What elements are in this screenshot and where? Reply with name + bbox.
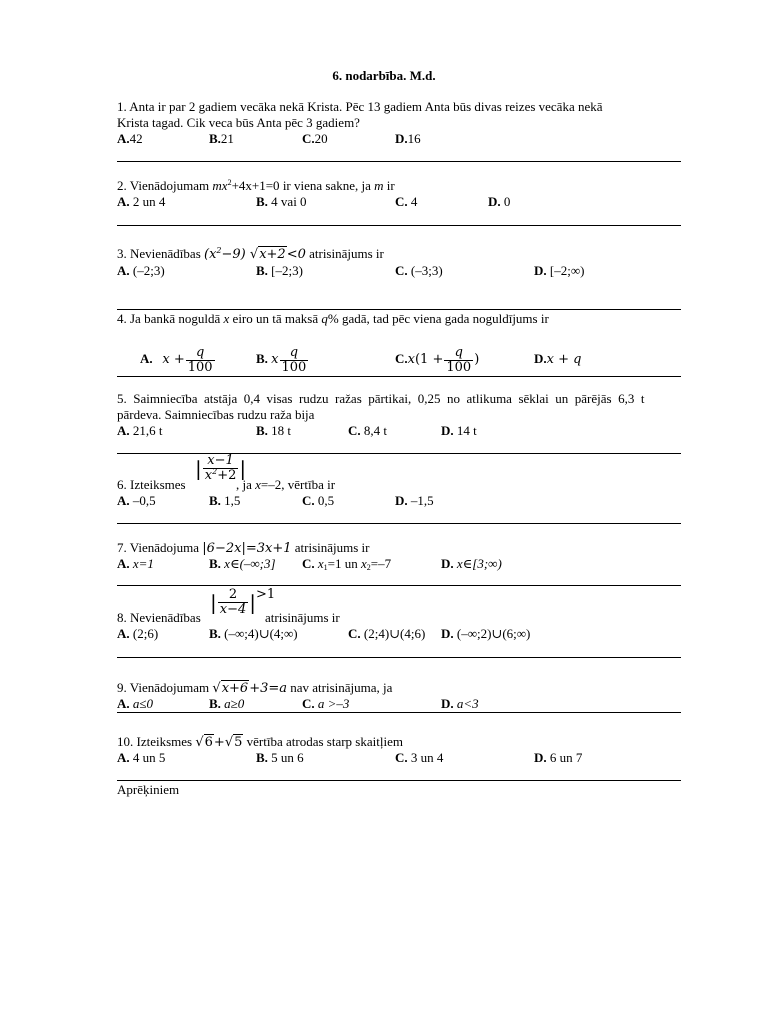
question-2-text: 2. Vienādojumam $mx^2+4x+1=0$ ir viena sakne, ja m ir <box>117 178 395 193</box>
q8-option-b: B. (–∞;4)∪(4;∞) <box>209 626 298 641</box>
q5-option-c: C. 8,4 t <box>348 423 388 438</box>
q8-formula: | $\frac{2}{x-4}$ |>1 <box>210 587 276 617</box>
q7-option-b: B. x∈(–∞;3] <box>209 556 276 571</box>
q2-option-a: A. 2 un 4 <box>117 194 166 209</box>
divider <box>117 523 681 524</box>
q4-option-c: C.x(1 + $\frac{q}{100}$ ) <box>395 344 480 375</box>
q9-option-c: C. a >–3 <box>302 696 350 711</box>
q8-option-d: D. (–∞;2)∪(6;∞) <box>441 626 531 641</box>
q4-option-a: A. x + $\frac{q}{100}$ <box>140 344 213 375</box>
q9-option-d: D. a<3 <box>441 696 479 711</box>
divider <box>117 161 681 162</box>
fraction: $\frac{2}{x-4}$ <box>219 587 247 617</box>
q7-option-c: C. $x_1=1$ un $x_2=-7$ <box>302 556 392 572</box>
divider <box>117 225 681 226</box>
question-1-text-line-2: Krista tagad. Cik veca būs Anta pēc 3 gadiem? <box>117 115 360 130</box>
page-title: 6. nodarbība. M.d. <box>332 68 436 83</box>
q10-option-c: C. 3 un 4 <box>395 750 444 765</box>
q5-option-d: D. 14 t <box>441 423 477 438</box>
question-4-text: 4. Ja bankā noguldā x eiro un tā maksā q% gadā, tad pēc viena gada noguldījums ir <box>117 311 549 326</box>
divider <box>117 585 681 586</box>
q5-option-a: A. 21,6 t <box>117 423 163 438</box>
q8-option-a: A. (2;6) <box>117 626 159 641</box>
question-8-prefix: 8. Nevienādības <box>117 610 201 625</box>
q6-option-a: A. –0,5 <box>117 493 156 508</box>
q3-option-d: D. [–2;∞) <box>534 263 585 278</box>
question-5-text-line-1: 5. Saimniecība atstāja 0,4 visas rudzu ražas pārtikai, 0,25 no atlikuma sēklai un pārējās 6,3 t <box>117 391 645 406</box>
q3-option-a: A. (–2;3) <box>117 263 165 278</box>
question-5-text-line-2: pārdeva. Saimniecības rudzu raža bija <box>117 407 315 422</box>
q1-option-c: C.20 <box>302 131 328 146</box>
q7-formula: |6−2x|=3x+1 <box>202 541 292 556</box>
q10-option-a: A. 4 un 5 <box>117 750 166 765</box>
question-6-prefix: 6. Izteiksmes <box>117 477 186 492</box>
divider <box>117 780 681 781</box>
divider <box>117 712 681 713</box>
q1-option-b: B.21 <box>209 131 234 146</box>
question-6-text: , ja x=–2, vērtība ir <box>236 477 336 492</box>
fraction: $\frac{x-1}{x^2+2}$ <box>204 453 237 483</box>
divider <box>117 309 681 310</box>
fraction: $\frac{q}{100}$ <box>187 344 213 375</box>
fraction: $\frac{q}{100}$ <box>281 344 307 375</box>
q9-option-b: B. a≥0 <box>209 696 245 711</box>
q1-option-a: A.42 <box>117 131 143 146</box>
q2-option-d: D. 0 <box>488 194 511 209</box>
question-8-text: atrisinājums ir <box>265 610 340 625</box>
q6-option-d: D. –1,5 <box>395 493 434 508</box>
q6-formula: | $\frac{x-1}{x^2+2}$ | <box>195 453 247 483</box>
question-1-text-line-1: 1. Anta ir par 2 gadiem vecāka nekā Krista. Pēc 13 gadiem Anta būs divas reizes vecāka nekā <box>117 99 603 114</box>
question-9-text: 9. Vienādojumam √x+6+3=a nav atrisinājuma, ja <box>117 680 393 696</box>
q3-formula: $(x^2-9)$ √x+2<0 <box>204 246 306 262</box>
q6-option-c: C. 0,5 <box>302 493 335 508</box>
q7-option-d: D. x∈[3;∞) <box>441 556 502 571</box>
q1-option-d: D.16 <box>395 131 421 146</box>
q4-option-b: B. x $\frac{q}{100}$ <box>256 344 307 375</box>
q3-option-b: B. [–2;3) <box>256 263 303 278</box>
q3-option-c: C. (–3;3) <box>395 263 443 278</box>
fraction: $\frac{q}{100}$ <box>446 344 472 375</box>
question-10-text: 10. Izteiksmes √6+√5 vērtība atrodas starp skaitļiem <box>117 734 403 750</box>
question-7-text: 7. Vienādojuma |6−2x|=3x+1 atrisinājums ir <box>117 540 370 556</box>
calculations-label: Aprēķiniem <box>117 782 180 797</box>
q2-option-b: B. 4 vai 0 <box>256 194 307 209</box>
q9-formula: √x+6+3=a <box>212 681 287 696</box>
q10-option-d: D. 6 un 7 <box>534 750 583 765</box>
q6-option-b: B. 1,5 <box>209 493 241 508</box>
q10-option-b: B. 5 un 6 <box>256 750 304 765</box>
q2-option-c: C. 4 <box>395 194 418 209</box>
q7-option-a: A. x=1 <box>117 556 154 571</box>
q9-option-a: A. a≤0 <box>117 696 154 711</box>
q8-option-c: C. (2;4)∪(4;6) <box>348 626 426 641</box>
question-3-text: 3. Nevienādības $(x^2-9)$ √x+2<0 atrisinājums ir <box>117 246 384 262</box>
divider <box>117 376 681 377</box>
q4-option-d: D.x + q <box>534 351 582 367</box>
q5-option-b: B. 18 t <box>256 423 292 438</box>
q10-formula: √6+√5 <box>195 735 243 750</box>
divider <box>117 657 681 658</box>
